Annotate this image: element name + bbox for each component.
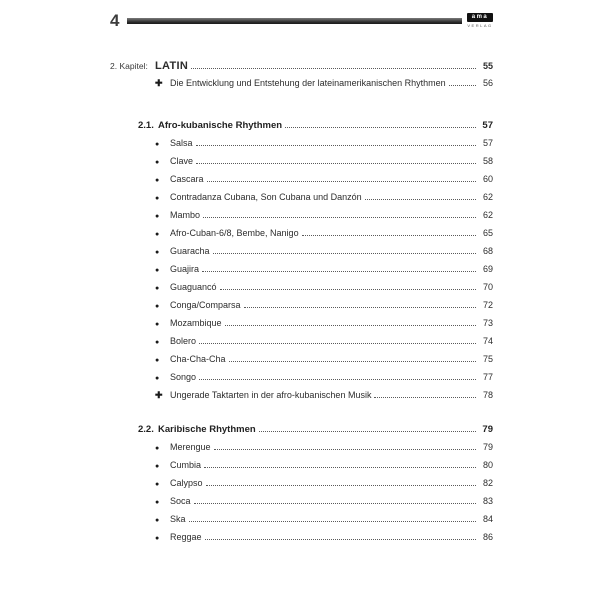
publisher-logo-subtext: VERLAG [467, 23, 493, 28]
dot-leader [189, 521, 476, 522]
bullet-icon: ● [155, 339, 160, 346]
toc-item-page: 69 [482, 264, 493, 274]
toc-item-page: 77 [482, 372, 493, 382]
toc-item-title: Mozambique [170, 318, 222, 328]
toc-item [110, 496, 493, 514]
toc-item [110, 532, 493, 550]
toc-item-page: 86 [482, 532, 493, 542]
bullet-icon: ● [155, 321, 160, 328]
toc-intro-row [110, 78, 493, 96]
publisher-logo [467, 13, 493, 28]
toc-item [110, 300, 493, 318]
toc-item [110, 318, 493, 336]
dot-leader [302, 235, 476, 236]
table-of-contents [110, 60, 493, 550]
toc-item-page: 62 [482, 210, 493, 220]
bullet-icon: ● [155, 141, 160, 148]
toc-item-page: 65 [482, 228, 493, 238]
toc-item-title: Merengue [170, 442, 211, 452]
toc-intro-title: Die Entwicklung und Entstehung der lateinamerikanischen Rhythmen [170, 78, 446, 88]
bullet-icon: ● [155, 303, 160, 310]
dot-leader [199, 379, 476, 380]
section-page: 79 [482, 424, 493, 435]
toc-item-page: 58 [482, 156, 493, 166]
bullet-icon: ● [155, 481, 160, 488]
bullet-icon: ● [155, 159, 160, 166]
dot-leader [220, 289, 476, 290]
dot-leader [202, 271, 476, 272]
toc-item-title: Soca [170, 496, 191, 506]
section-heading [110, 120, 493, 138]
toc-item [110, 156, 493, 174]
toc-item [110, 336, 493, 354]
dot-leader [244, 307, 476, 308]
toc-item-title: Guaguancó [170, 282, 217, 292]
dot-leader [285, 127, 476, 128]
dot-leader [225, 325, 476, 326]
toc-item-page: 79 [482, 442, 493, 452]
dot-leader [214, 449, 476, 450]
toc-item-page: 57 [482, 138, 493, 148]
toc-item-title: Cumbia [170, 460, 202, 470]
dot-leader [259, 431, 476, 432]
section-number: 2.1. [138, 120, 154, 131]
toc-item [110, 460, 493, 478]
section-title: Afro-kubanische Rhythmen [158, 120, 283, 131]
toc-item [110, 210, 493, 228]
plus-icon: ✚ [155, 78, 163, 88]
toc-item-title: Bolero [170, 336, 197, 346]
bullet-icon: ● [155, 357, 160, 364]
toc-item-page: 83 [482, 496, 493, 506]
toc-item [110, 354, 493, 372]
page-header [110, 12, 493, 29]
dot-leader [207, 181, 476, 182]
dot-leader [365, 199, 476, 200]
dot-leader [206, 485, 476, 486]
toc-item-page: 84 [482, 514, 493, 524]
toc-item-page: 74 [482, 336, 493, 346]
dot-leader [213, 253, 476, 254]
toc-item [110, 390, 493, 408]
toc-item-title: Cha-Cha-Cha [170, 354, 226, 364]
toc-item-title: Ska [170, 514, 186, 524]
toc-item-page: 78 [482, 390, 493, 400]
bullet-icon: ● [155, 285, 160, 292]
toc-item-page: 73 [482, 318, 493, 328]
publisher-logo-text: ama [467, 13, 493, 22]
toc-item-title: Contradanza Cubana, Son Cubana und Danzón [170, 192, 362, 202]
bullet-icon: ● [155, 231, 160, 238]
dot-leader [199, 343, 476, 344]
dot-leader [196, 163, 476, 164]
toc-item-page: 72 [482, 300, 493, 310]
toc-item-title: Salsa [170, 138, 193, 148]
toc-item [110, 192, 493, 210]
bullet-icon: ● [155, 213, 160, 220]
dot-leader [205, 539, 476, 540]
toc-item [110, 246, 493, 264]
toc-item [110, 138, 493, 156]
toc-item-title: Clave [170, 156, 194, 166]
section-page: 57 [482, 120, 493, 131]
toc-intro-page: 56 [482, 78, 493, 88]
bullet-icon: ● [155, 463, 160, 470]
bullet-icon: ● [155, 195, 160, 202]
bullet-icon: ● [155, 517, 160, 524]
toc-item-title: Songo [170, 372, 197, 382]
toc-item-page: 80 [482, 460, 493, 470]
bullet-icon: ● [155, 499, 160, 506]
bullet-icon: ● [155, 177, 160, 184]
toc-item-title: Afro-Cuban-6/8, Bembe, Nanigo [170, 228, 299, 238]
toc-item-title: Ungerade Taktarten in der afro-kubanischen Musik [170, 390, 372, 400]
page-number: 4 [110, 11, 120, 30]
section-number: 2.2. [138, 424, 154, 435]
bullet-icon: ● [155, 445, 160, 452]
section-heading [110, 424, 493, 442]
toc-item-page: 62 [482, 192, 493, 202]
toc-item-page: 68 [482, 246, 493, 256]
bullet-icon: ● [155, 375, 160, 382]
toc-item [110, 514, 493, 532]
toc-item [110, 372, 493, 390]
dot-leader [194, 503, 476, 504]
bullet-icon: ● [155, 267, 160, 274]
dot-leader [196, 145, 476, 146]
toc-item-title: Calypso [170, 478, 203, 488]
dot-leader [374, 397, 476, 398]
chapter-title: LATIN [155, 60, 189, 72]
toc-item [110, 282, 493, 300]
toc-item-title: Cascara [170, 174, 204, 184]
toc-item [110, 228, 493, 246]
toc-item-title: Guajira [170, 264, 200, 274]
plus-icon: ✚ [155, 390, 163, 400]
toc-item-page: 82 [482, 478, 493, 488]
dot-leader [203, 217, 476, 218]
bullet-icon: ● [155, 249, 160, 256]
toc-item-title: Mambo [170, 210, 201, 220]
chapter-row [110, 60, 493, 78]
toc-item [110, 478, 493, 496]
toc-item-page: 75 [482, 354, 493, 364]
header-rule [127, 18, 462, 24]
chapter-label: 2. Kapitel: [110, 61, 148, 71]
dot-leader [449, 85, 476, 86]
toc-item-title: Conga/Comparsa [170, 300, 241, 310]
chapter-page: 55 [482, 61, 493, 71]
dot-leader [229, 361, 476, 362]
toc-item-title: Reggae [170, 532, 202, 542]
bullet-icon: ● [155, 535, 160, 542]
toc-item [110, 264, 493, 282]
dot-leader [204, 467, 476, 468]
toc-item-title: Guaracha [170, 246, 210, 256]
section-title: Karibische Rhythmen [158, 424, 256, 435]
toc-item [110, 174, 493, 192]
toc-item-page: 70 [482, 282, 493, 292]
toc-item [110, 442, 493, 460]
dot-leader [191, 68, 476, 69]
toc-item-page: 60 [482, 174, 493, 184]
